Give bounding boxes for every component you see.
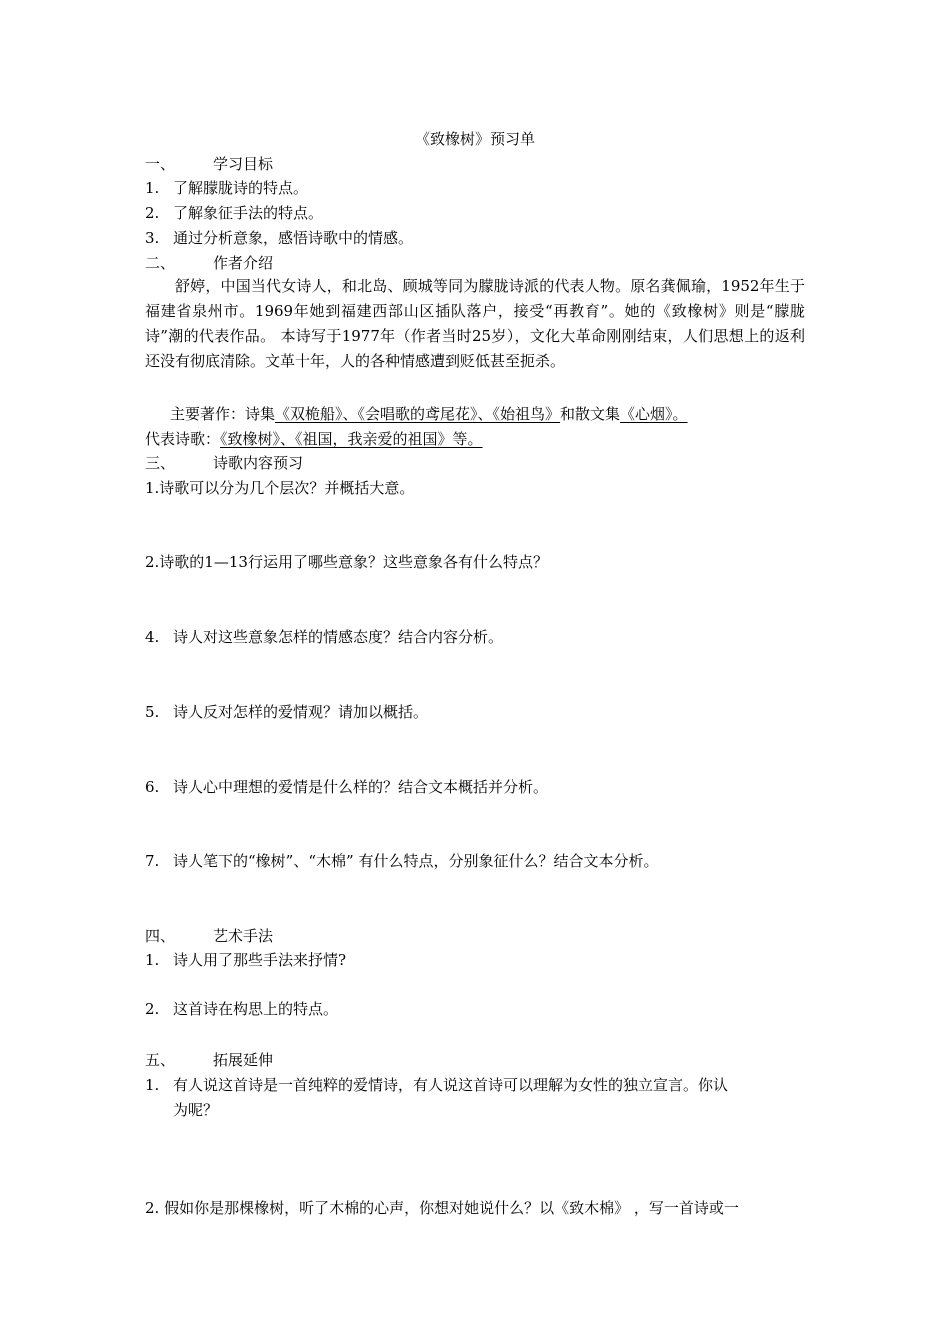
section-number: 三、 <box>145 454 176 472</box>
list-item: 2. 这首诗在构思上的特点。 <box>145 1000 339 1018</box>
list-item: 1. 有人说这首诗是一首纯粹的爱情诗，有人说这首诗可以理解为女性的独立宣言。你认 <box>145 1076 729 1094</box>
section-2-heading <box>145 253 273 273</box>
prose-collection: 《心烟》。 <box>620 405 688 423</box>
section-title: 艺术手法 <box>213 927 274 945</box>
section-1-heading <box>145 154 273 174</box>
section-number: 五、 <box>145 1051 176 1069</box>
section-5-heading <box>145 1050 273 1070</box>
representative-poems: 《致橡树》、《祖国，我亲爱的祖国》等。 <box>220 430 483 448</box>
section-title: 作者介绍 <box>213 254 274 272</box>
list-item: 7. 诗人笔下的“橡树”、“木棉” 有什么特点，分别象征什么？结合文本分析。 <box>145 852 659 870</box>
section-number: 四、 <box>145 927 176 945</box>
poetry-collections: 《双桅船》、《会唱歌的鸢尾花》、《始祖鸟》 <box>275 405 561 423</box>
page-title: 《致橡树》预习单 <box>414 130 535 148</box>
section-3-heading <box>145 453 303 473</box>
section-title: 诗歌内容预习 <box>213 454 304 472</box>
list-item-continuation: 为呢？ <box>173 1101 219 1119</box>
author-intro-paragraph: 舒婷，中国当代女诗人，和北岛、顾城等同为朦胧诗派的代表人物。原名龚佩瑜，1952年生于福建省泉州市。1969年她到福建西部山区插队落户，接受“再教育”。她的《致橡树》则是“朦胧诗”潮的代表作品。 本诗写于1977年（作者当时25岁），文化大革命刚刚结束，人们思想上的返利还没有彻底清除。文革十年，人的各种情感遭到贬低甚至扼杀。 <box>145 277 805 370</box>
list-item: 2. 了解象征手法的特点。 <box>145 204 324 222</box>
list-item: 5. 诗人反对怎样的爱情观？请加以概括。 <box>145 703 429 721</box>
section-4-heading <box>145 926 273 946</box>
list-item: 1. 诗人用了那些手法来抒情? <box>145 951 347 969</box>
list-item: 6. 诗人心中理想的爱情是什么样的？结合文本概括并分析。 <box>145 778 549 796</box>
section-number: 一、 <box>145 155 176 173</box>
representative-poems-line: 代表诗歌：《致橡树》、《祖国，我亲爱的祖国》等。 <box>145 430 483 448</box>
section-number: 二、 <box>145 254 176 272</box>
section-title: 拓展延伸 <box>213 1051 274 1069</box>
question: 2. 假如你是那棵橡树，听了木棉的心声，你想对她说什么？以《致木棉》 ，写一首诗或一 <box>145 1199 739 1217</box>
list-item: 3. 通过分析意象，感悟诗歌中的情感。 <box>145 229 414 247</box>
major-works-line: 主要著作：诗集《双桅船》、《会唱歌的鸢尾花》、《始祖鸟》和散文集《心烟》。 <box>170 405 688 423</box>
question: 2.诗歌的1—13行运用了哪些意象？这些意象各有什么特点？ <box>145 553 548 571</box>
list-item: 1. 了解朦胧诗的特点。 <box>145 179 309 197</box>
question: 1.诗歌可以分为几个层次？并概括大意。 <box>145 479 415 497</box>
list-item: 4. 诗人对这些意象怎样的情感态度？结合内容分析。 <box>145 628 504 646</box>
section-title: 学习目标 <box>213 155 274 173</box>
